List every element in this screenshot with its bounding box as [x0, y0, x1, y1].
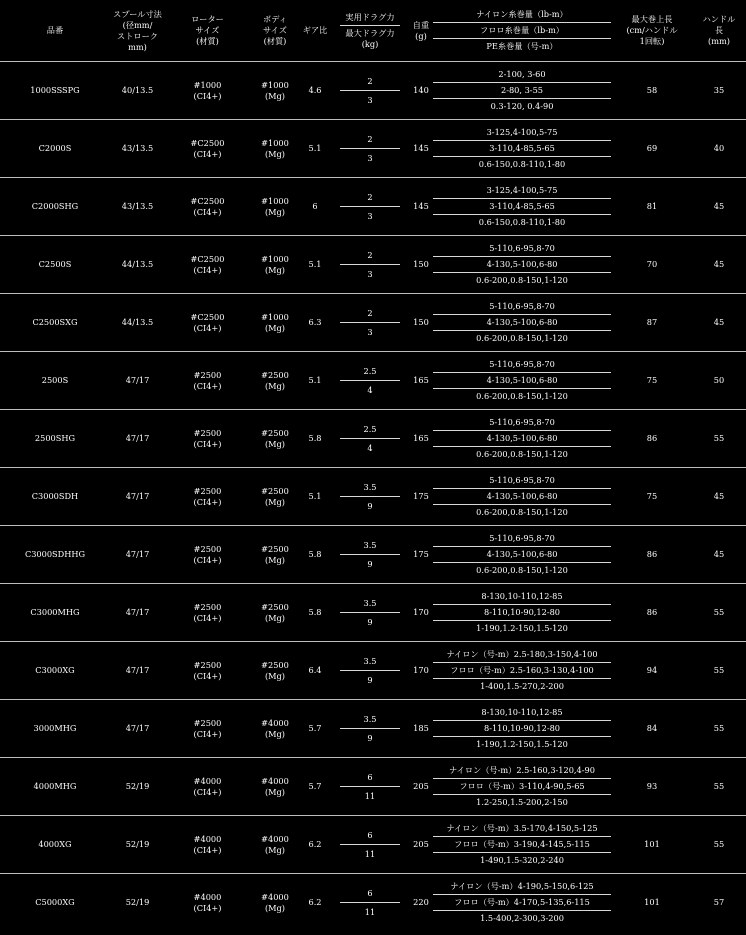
cell-handle: 55 — [692, 758, 746, 816]
line-stack — [432, 647, 612, 694]
cell-handle: 40 — [692, 120, 746, 178]
line-pe: 1.2-250,1.5-200,2-150 — [476, 797, 568, 807]
line-nylon: 5-110,6-95,8-70 — [433, 531, 611, 547]
cell-drag — [330, 816, 410, 874]
cell-body: #4000 (Mg) — [250, 700, 300, 758]
cell-line-capacity — [432, 758, 612, 816]
header-drag-stack: 実用ドラグ力 最大ドラグ力 (kg) — [330, 10, 410, 52]
cell-rotor: #4000 (CI4+) — [165, 874, 250, 932]
line-pe: 1.5-400,2-300,3-200 — [480, 913, 564, 923]
cell-handle: 45 — [692, 468, 746, 526]
cell-weight: 205 — [410, 816, 432, 874]
line-pe: 1-490,1.5-320,2-240 — [480, 855, 564, 865]
cell-retrieve: 81 — [612, 178, 692, 236]
line-stack — [432, 879, 612, 926]
drag-stack — [330, 536, 410, 573]
cell-line-capacity — [432, 816, 612, 874]
cell-weight: 150 — [410, 236, 432, 294]
cell-handle: 55 — [692, 642, 746, 700]
line-pe: 0.6-200,0.8-150,1-120 — [476, 449, 568, 459]
cell-body: #1000 (Mg) — [250, 62, 300, 120]
cell-line-capacity — [432, 642, 612, 700]
drag-max: 3 — [367, 269, 373, 279]
cell-rotor: #2500 (CI4+) — [165, 584, 250, 642]
cell-weight: 165 — [410, 410, 432, 468]
header-line-capacity — [432, 0, 612, 62]
drag-practical: 2.5 — [340, 420, 400, 439]
cell-body: #1000 (Mg) — [250, 236, 300, 294]
cell-spool: 47/17 — [110, 352, 165, 410]
cell-retrieve: 93 — [612, 758, 692, 816]
line-pe: 0.6-150,0.8-110,1-80 — [478, 159, 566, 169]
header-model: 品番 — [46, 25, 64, 35]
line-stack — [432, 763, 612, 810]
line-pe: 0.6-200,0.8-150,1-120 — [476, 391, 568, 401]
cell-model: C2500SXG — [0, 294, 110, 352]
line-fluoro: フロロ（号-m）2.5-160,3-130,4-100 — [433, 663, 611, 679]
line-fluoro: フロロ（号-m）4-170,5-135,6-115 — [433, 895, 611, 911]
line-nylon: 8-130,10-110,12-85 — [433, 589, 611, 605]
drag-practical: 6 — [340, 768, 400, 787]
cell-model: 2500SHG — [0, 410, 110, 468]
cell-spool: 47/17 — [110, 584, 165, 642]
drag-practical: 3.5 — [340, 536, 400, 555]
line-nylon: 2-100, 3-60 — [433, 67, 611, 83]
cell-rotor: #2500 (CI4+) — [165, 410, 250, 468]
cell-line-capacity — [432, 584, 612, 642]
cell-line-capacity — [432, 294, 612, 352]
cell-model: 3000MHG — [0, 700, 110, 758]
cell-rotor: #C2500 (CI4+) — [165, 178, 250, 236]
drag-max: 4 — [367, 385, 373, 395]
header-handle: ハンドル 長 (mm) — [702, 14, 736, 46]
cell-rotor: #2500 (CI4+) — [165, 352, 250, 410]
line-pe: 1-190,1.2-150,1.5-120 — [476, 739, 568, 749]
drag-stack — [330, 826, 410, 863]
table-row — [0, 236, 746, 294]
cell-line-capacity — [432, 526, 612, 584]
line-nylon: 8-130,10-110,12-85 — [433, 705, 611, 721]
table-body — [0, 62, 746, 932]
header-line-stack: ナイロン糸巻量（lb-m） フロロ糸巻量（lb-m） PE糸巻量（号-m） — [432, 7, 612, 54]
drag-practical: 6 — [340, 884, 400, 903]
drag-max: 3 — [367, 211, 373, 221]
cell-model: 4000XG — [0, 816, 110, 874]
cell-spool: 47/17 — [110, 700, 165, 758]
cell-drag — [330, 526, 410, 584]
line-fluoro: 4-130,5-100,6-80 — [433, 489, 611, 505]
cell-rotor: #1000 (CI4+) — [165, 62, 250, 120]
cell-body: #1000 (Mg) — [250, 178, 300, 236]
cell-weight: 145 — [410, 120, 432, 178]
cell-body: #1000 (Mg) — [250, 294, 300, 352]
cell-model: C2000S — [0, 120, 110, 178]
cell-retrieve: 101 — [612, 874, 692, 932]
line-pe: 0.6-200,0.8-150,1-120 — [476, 565, 568, 575]
line-fluoro: 3-110,4-85,5-65 — [433, 199, 611, 215]
cell-retrieve: 75 — [612, 468, 692, 526]
cell-line-capacity — [432, 410, 612, 468]
cell-spool: 44/13.5 — [110, 236, 165, 294]
cell-weight: 145 — [410, 178, 432, 236]
drag-max: 9 — [367, 733, 373, 743]
drag-stack — [330, 72, 410, 109]
line-stack — [432, 473, 612, 520]
cell-handle: 55 — [692, 816, 746, 874]
cell-model: C3000MHG — [0, 584, 110, 642]
drag-max: 9 — [367, 617, 373, 627]
cell-retrieve: 84 — [612, 700, 692, 758]
cell-body: #2500 (Mg) — [250, 526, 300, 584]
cell-drag — [330, 700, 410, 758]
table-row — [0, 352, 746, 410]
line-pe: 0.6-200,0.8-150,1-120 — [476, 275, 568, 285]
drag-practical: 2 — [340, 304, 400, 323]
table-row — [0, 178, 746, 236]
header-row — [0, 0, 746, 62]
header-gear: ギア比 — [302, 25, 328, 35]
line-pe: 0.6-200,0.8-150,1-120 — [476, 333, 568, 343]
cell-retrieve: 70 — [612, 236, 692, 294]
line-pe: 0.3-120, 0.4-90 — [490, 101, 554, 111]
cell-drag — [330, 352, 410, 410]
cell-weight: 205 — [410, 758, 432, 816]
cell-gear: 5.7 — [300, 700, 330, 758]
cell-gear: 5.8 — [300, 410, 330, 468]
drag-stack — [330, 768, 410, 805]
drag-stack — [330, 246, 410, 283]
drag-practical: 2 — [340, 72, 400, 91]
table-row — [0, 294, 746, 352]
line-fluoro: フロロ（号-m）3-190,4-145,5-115 — [433, 837, 611, 853]
line-pe: 0.6-150,0.8-110,1-80 — [478, 217, 566, 227]
cell-body: #4000 (Mg) — [250, 758, 300, 816]
cell-rotor: #C2500 (CI4+) — [165, 294, 250, 352]
header-body: ボディ サイズ (材質) — [263, 14, 287, 46]
cell-gear: 5.1 — [300, 468, 330, 526]
cell-rotor: #C2500 (CI4+) — [165, 120, 250, 178]
table-row — [0, 642, 746, 700]
cell-model: C2500S — [0, 236, 110, 294]
cell-handle: 35 — [692, 62, 746, 120]
cell-retrieve: 69 — [612, 120, 692, 178]
line-nylon: ナイロン（号-m）2.5-180,3-150,4-100 — [433, 647, 611, 663]
cell-body: #1000 (Mg) — [250, 120, 300, 178]
drag-stack — [330, 304, 410, 341]
cell-retrieve: 86 — [612, 584, 692, 642]
cell-line-capacity — [432, 700, 612, 758]
cell-drag — [330, 584, 410, 642]
table-row — [0, 526, 746, 584]
cell-line-capacity — [432, 236, 612, 294]
cell-line-capacity — [432, 62, 612, 120]
cell-rotor: #2500 (CI4+) — [165, 468, 250, 526]
cell-spool: 44/13.5 — [110, 294, 165, 352]
cell-handle: 55 — [692, 410, 746, 468]
drag-max: 4 — [367, 443, 373, 453]
drag-practical: 2 — [340, 188, 400, 207]
line-fluoro: 4-130,5-100,6-80 — [433, 373, 611, 389]
cell-drag — [330, 468, 410, 526]
cell-model: C3000SDHHG — [0, 526, 110, 584]
cell-line-capacity — [432, 468, 612, 526]
line-stack — [432, 125, 612, 172]
drag-max: 3 — [367, 95, 373, 105]
cell-drag — [330, 120, 410, 178]
cell-retrieve: 87 — [612, 294, 692, 352]
cell-retrieve: 86 — [612, 526, 692, 584]
cell-retrieve: 58 — [612, 62, 692, 120]
cell-rotor: #2500 (CI4+) — [165, 700, 250, 758]
table-row — [0, 816, 746, 874]
cell-spool: 43/13.5 — [110, 120, 165, 178]
line-nylon: 5-110,6-95,8-70 — [433, 241, 611, 257]
drag-max: 9 — [367, 559, 373, 569]
cell-drag — [330, 178, 410, 236]
cell-weight: 170 — [410, 584, 432, 642]
drag-practical: 2 — [340, 246, 400, 265]
cell-drag — [330, 758, 410, 816]
cell-spool: 47/17 — [110, 642, 165, 700]
line-fluoro: 4-130,5-100,6-80 — [433, 547, 611, 563]
drag-max: 11 — [364, 791, 376, 801]
line-stack — [432, 183, 612, 230]
cell-spool: 47/17 — [110, 526, 165, 584]
cell-body: #2500 (Mg) — [250, 352, 300, 410]
cell-weight: 165 — [410, 352, 432, 410]
cell-rotor: #2500 (CI4+) — [165, 526, 250, 584]
cell-spool: 52/19 — [110, 758, 165, 816]
drag-max: 3 — [367, 327, 373, 337]
line-stack — [432, 821, 612, 868]
cell-line-capacity — [432, 352, 612, 410]
line-nylon: 5-110,6-95,8-70 — [433, 357, 611, 373]
cell-line-capacity — [432, 178, 612, 236]
cell-handle: 57 — [692, 874, 746, 932]
cell-handle: 45 — [692, 236, 746, 294]
drag-max: 9 — [367, 501, 373, 511]
line-nylon: ナイロン（号-m）4-190,5-150,6-125 — [433, 879, 611, 895]
cell-rotor: #2500 (CI4+) — [165, 642, 250, 700]
cell-line-capacity — [432, 120, 612, 178]
drag-max: 11 — [364, 849, 376, 859]
drag-practical: 6 — [340, 826, 400, 845]
cell-drag — [330, 642, 410, 700]
cell-retrieve: 94 — [612, 642, 692, 700]
cell-retrieve: 86 — [612, 410, 692, 468]
cell-body: #4000 (Mg) — [250, 874, 300, 932]
cell-drag — [330, 236, 410, 294]
cell-retrieve: 75 — [612, 352, 692, 410]
cell-gear: 6.2 — [300, 874, 330, 932]
cell-handle: 55 — [692, 584, 746, 642]
drag-stack — [330, 652, 410, 689]
line-fluoro: 2-80, 3-55 — [433, 83, 611, 99]
line-stack — [432, 299, 612, 346]
drag-practical: 3.5 — [340, 710, 400, 729]
drag-stack — [330, 478, 410, 515]
line-stack — [432, 67, 612, 114]
line-stack — [432, 705, 612, 752]
cell-drag — [330, 62, 410, 120]
cell-handle: 45 — [692, 526, 746, 584]
table-row — [0, 874, 746, 932]
table-row — [0, 62, 746, 120]
drag-stack — [330, 710, 410, 747]
cell-weight: 175 — [410, 526, 432, 584]
table-row — [0, 758, 746, 816]
line-fluoro: 3-110,4-85,5-65 — [433, 141, 611, 157]
cell-weight: 150 — [410, 294, 432, 352]
line-stack — [432, 357, 612, 404]
cell-model: 4000MHG — [0, 758, 110, 816]
drag-practical: 3.5 — [340, 652, 400, 671]
cell-rotor: #4000 (CI4+) — [165, 816, 250, 874]
drag-stack — [330, 420, 410, 457]
header-weight: 自重 (g) — [412, 19, 430, 41]
line-nylon: 5-110,6-95,8-70 — [433, 299, 611, 315]
line-fluoro: 8-110,10-90,12-80 — [433, 721, 611, 737]
table-row — [0, 700, 746, 758]
cell-model: 1000SSSPG — [0, 62, 110, 120]
drag-stack — [330, 130, 410, 167]
cell-gear: 6.4 — [300, 642, 330, 700]
drag-stack — [330, 362, 410, 399]
cell-spool: 52/19 — [110, 816, 165, 874]
drag-stack — [330, 884, 410, 921]
cell-gear: 5.7 — [300, 758, 330, 816]
line-stack — [432, 531, 612, 578]
cell-gear: 6 — [300, 178, 330, 236]
table-row — [0, 410, 746, 468]
drag-stack — [330, 188, 410, 225]
drag-practical: 3.5 — [340, 594, 400, 613]
line-nylon: 5-110,6-95,8-70 — [433, 473, 611, 489]
cell-spool: 47/17 — [110, 468, 165, 526]
line-nylon: ナイロン（号-m）3.5-170,4-150,5-125 — [433, 821, 611, 837]
header-spool: スプール寸法 (径mm/ ストロークmm) — [113, 8, 162, 52]
cell-line-capacity — [432, 874, 612, 932]
line-fluoro: 8-110,10-90,12-80 — [433, 605, 611, 621]
header-drag — [330, 0, 410, 62]
cell-gear: 5.1 — [300, 352, 330, 410]
table-row — [0, 584, 746, 642]
cell-model: C3000XG — [0, 642, 110, 700]
table-row — [0, 120, 746, 178]
cell-body: #4000 (Mg) — [250, 816, 300, 874]
line-stack — [432, 589, 612, 636]
drag-practical: 2.5 — [340, 362, 400, 381]
cell-drag — [330, 874, 410, 932]
cell-gear: 5.8 — [300, 584, 330, 642]
cell-model: C3000SDH — [0, 468, 110, 526]
cell-spool: 47/17 — [110, 410, 165, 468]
line-fluoro: 4-130,5-100,6-80 — [433, 257, 611, 273]
line-pe: 1-400,1.5-270,2-200 — [480, 681, 564, 691]
cell-spool: 52/19 — [110, 874, 165, 932]
drag-max: 9 — [367, 675, 373, 685]
header-rotor: ローター サイズ (材質) — [191, 14, 224, 46]
line-pe: 1-190,1.2-150,1.5-120 — [476, 623, 568, 633]
cell-handle: 45 — [692, 178, 746, 236]
cell-gear: 5.1 — [300, 236, 330, 294]
cell-body: #2500 (Mg) — [250, 468, 300, 526]
cell-body: #2500 (Mg) — [250, 410, 300, 468]
cell-model: C5000XG — [0, 874, 110, 932]
line-stack — [432, 415, 612, 462]
cell-weight: 185 — [410, 700, 432, 758]
cell-drag — [330, 410, 410, 468]
cell-spool: 43/13.5 — [110, 178, 165, 236]
cell-weight: 140 — [410, 62, 432, 120]
cell-model: 2500S — [0, 352, 110, 410]
drag-max: 11 — [364, 907, 376, 917]
line-fluoro: 4-130,5-100,6-80 — [433, 431, 611, 447]
cell-retrieve: 101 — [612, 816, 692, 874]
line-fluoro: 4-130,5-100,6-80 — [433, 315, 611, 331]
cell-rotor: #4000 (CI4+) — [165, 758, 250, 816]
cell-gear: 4.6 — [300, 62, 330, 120]
cell-model: C2000SHG — [0, 178, 110, 236]
cell-weight: 175 — [410, 468, 432, 526]
drag-stack — [330, 594, 410, 631]
cell-weight: 220 — [410, 874, 432, 932]
cell-gear: 5.1 — [300, 120, 330, 178]
line-nylon: ナイロン（号-m）2.5-160,3-120,4-90 — [433, 763, 611, 779]
drag-practical: 2 — [340, 130, 400, 149]
line-nylon: 5-110,6-95,8-70 — [433, 415, 611, 431]
drag-practical: 3.5 — [340, 478, 400, 497]
cell-handle: 55 — [692, 700, 746, 758]
drag-max: 3 — [367, 153, 373, 163]
cell-spool: 40/13.5 — [110, 62, 165, 120]
cell-rotor: #C2500 (CI4+) — [165, 236, 250, 294]
cell-body: #2500 (Mg) — [250, 584, 300, 642]
line-fluoro: フロロ（号-m）3-110,4-90,5-65 — [433, 779, 611, 795]
line-nylon: 3-125,4-100,5-75 — [433, 183, 611, 199]
table-row — [0, 468, 746, 526]
cell-body: #2500 (Mg) — [250, 642, 300, 700]
header-retrieve: 最大巻上長 (cm/ハンドル 1回転) — [626, 14, 678, 46]
cell-handle: 45 — [692, 294, 746, 352]
cell-handle: 50 — [692, 352, 746, 410]
cell-gear: 6.3 — [300, 294, 330, 352]
cell-weight: 170 — [410, 642, 432, 700]
line-pe: 0.6-200,0.8-150,1-120 — [476, 507, 568, 517]
cell-gear: 5.8 — [300, 526, 330, 584]
line-stack — [432, 241, 612, 288]
cell-gear: 6.2 — [300, 816, 330, 874]
line-nylon: 3-125,4-100,5-75 — [433, 125, 611, 141]
cell-drag — [330, 294, 410, 352]
